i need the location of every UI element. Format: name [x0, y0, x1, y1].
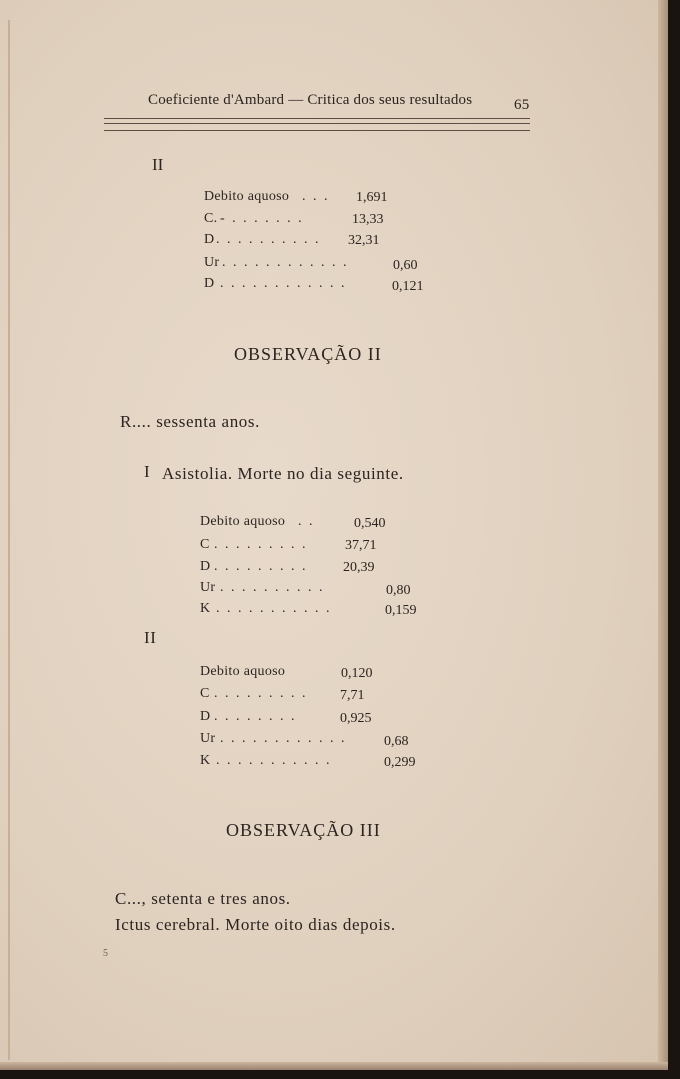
- table-row-dots: . . . . . . . . .: [214, 559, 308, 574]
- table-row-dots: . . . . . . . . . . .: [216, 601, 332, 616]
- diagnosis-line: Asistolia. Morte no dia seguinte.: [162, 464, 404, 483]
- section-roman-numeral: I: [144, 462, 151, 481]
- table-row-value: 0,120: [341, 666, 373, 681]
- table-row-label: C.: [204, 211, 218, 226]
- table-row-value: 0,121: [392, 279, 424, 294]
- table-row-label: D: [204, 276, 215, 291]
- table-row-dots: . . . . . . . .: [214, 709, 297, 724]
- table-row-value: 13,33: [352, 212, 384, 227]
- table-row-label: C: [200, 537, 210, 552]
- table-row-label: D: [200, 709, 211, 724]
- table-row-value: 0,68: [384, 734, 409, 749]
- section-roman-numeral: II: [152, 155, 164, 174]
- table-row-dots: . . . . . . . . .: [214, 686, 308, 701]
- patient-line: R.... sessenta anos.: [120, 412, 260, 431]
- table-row-label: Ur: [200, 580, 216, 595]
- page-margin-line: [8, 20, 10, 1060]
- table-row-value: 7,71: [340, 688, 365, 703]
- header-rule-bottom: [104, 130, 530, 131]
- section-roman-numeral: II: [144, 628, 157, 647]
- table-row-dots: . . . . . . . . . .: [220, 580, 325, 595]
- patient-line: C..., setenta e tres anos.: [115, 889, 291, 908]
- table-row-value: 37,71: [345, 538, 377, 553]
- table-row-dots: - . . . . . . .: [220, 211, 304, 226]
- table-row-dots: . . . . . . . . . . . .: [220, 276, 347, 291]
- table-row-value: 0,159: [385, 603, 417, 618]
- table-row-label: K: [200, 753, 211, 768]
- table-row-label: K: [200, 601, 211, 616]
- diagnosis-line: Ictus cerebral. Morte oito dias depois.: [115, 915, 396, 934]
- table-row-dots: . .: [298, 514, 315, 529]
- table-row-value: 0,60: [393, 258, 418, 273]
- page-number: 65: [514, 97, 530, 113]
- table-row-label: D: [200, 559, 211, 574]
- table-row-dots: . . . . . . . . . . .: [216, 753, 332, 768]
- running-header: Coeficiente d'Ambard — Critica dos seus resultados: [148, 92, 473, 108]
- table-row-value: 32,31: [348, 233, 380, 248]
- table-row-label: Ur: [204, 255, 220, 270]
- page-edge-bottom: [0, 1062, 668, 1070]
- printer-mark: 5: [103, 948, 108, 959]
- table-row-value: 0,540: [354, 516, 386, 531]
- table-row-value: 0,925: [340, 711, 372, 726]
- table-row-label: Debito aquoso: [200, 514, 286, 529]
- table-row-dots: . . . . . . . . . . . .: [220, 731, 347, 746]
- table-row-label: Debito aquoso: [204, 189, 290, 204]
- header-rule-mid: [104, 123, 530, 124]
- header-rule-top: [104, 118, 530, 119]
- table-row-value: 0,299: [384, 755, 416, 770]
- page-edge-right: [658, 0, 668, 1070]
- table-row-label: Ur: [200, 731, 216, 746]
- table-row-label: D: [204, 232, 215, 247]
- section-heading: OBSERVAÇÃO III: [226, 820, 381, 840]
- table-row-dots: . . .: [302, 189, 330, 204]
- table-row-label: Debito aquoso: [200, 664, 286, 679]
- table-row-dots: . . . . . . . . .: [214, 537, 308, 552]
- table-row-dots: . . . . . . . . . . . .: [222, 255, 349, 270]
- table-row-value: 20,39: [343, 560, 375, 575]
- section-heading: OBSERVAÇÃO II: [234, 344, 382, 364]
- table-row-value: 0,80: [386, 583, 411, 598]
- table-row-label: C: [200, 686, 210, 701]
- table-row-dots: . . . . . . . . . .: [216, 232, 321, 247]
- table-row-value: 1,691: [356, 190, 388, 205]
